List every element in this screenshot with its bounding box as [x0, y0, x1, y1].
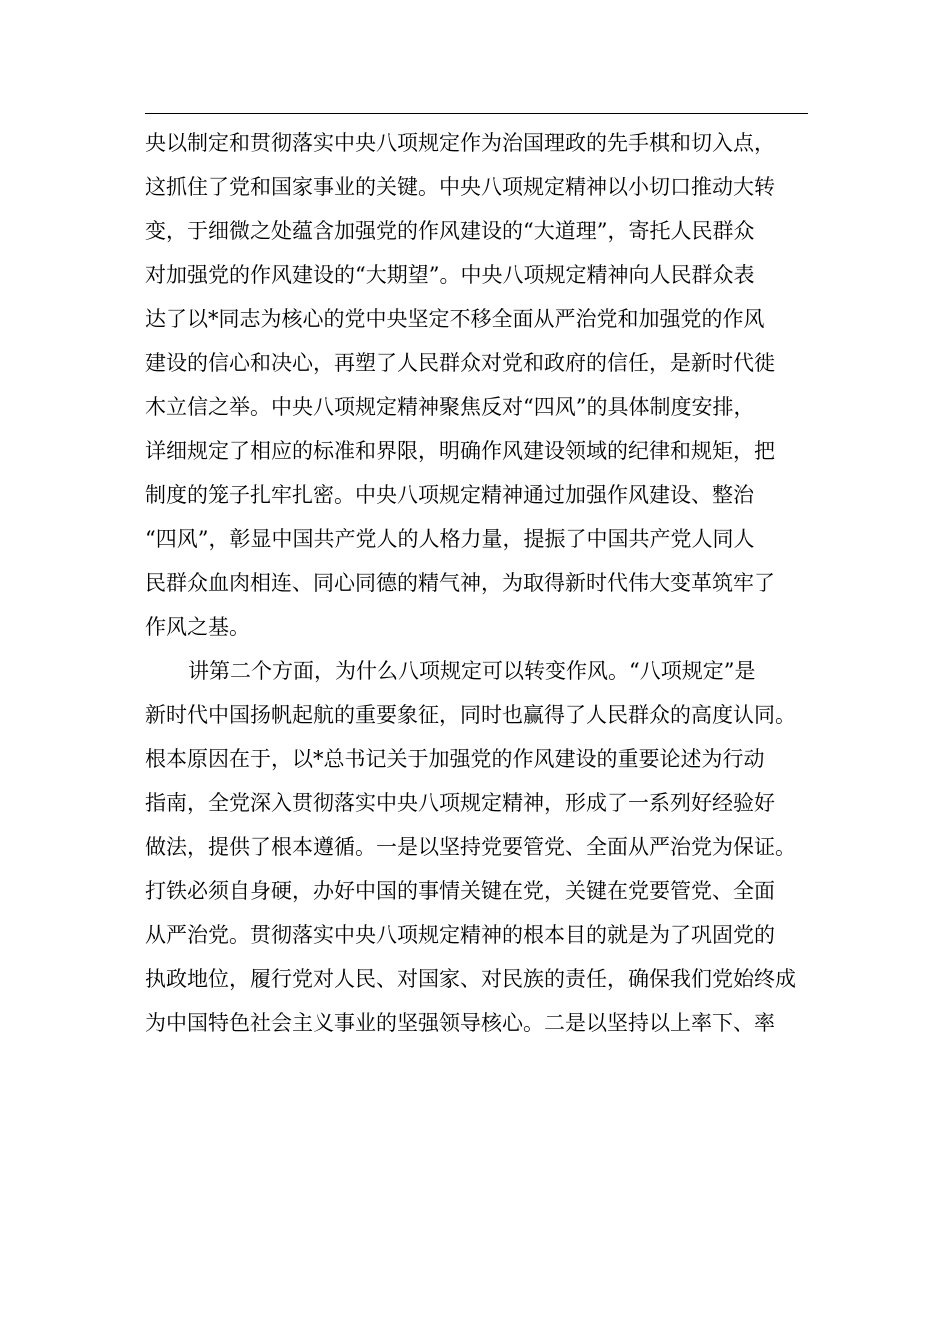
- text-line: 打铁必须自身硬，办好中国的事情关键在党，关键在党要管党、全面: [145, 879, 775, 903]
- text-line: 民群众血肉相连、同心同德的精气神，为取得新时代伟大变革筑牢了: [145, 571, 775, 595]
- text-line: 对加强党的作风建设的“大期望”。中央八项规定精神向人民群众表: [145, 263, 755, 287]
- text-line: 为中国特色社会主义事业的坚强领导核心。二是以坚持以上率下、率: [145, 1011, 775, 1035]
- body-text: [145, 132, 820, 1056]
- text-line: 从严治党。贯彻落实中央八项规定精神的根本目的就是为了巩固党的: [145, 923, 775, 947]
- text-line: 执政地位，履行党对人民、对国家、对民族的责任，确保我们党始终成: [145, 967, 796, 991]
- text-line: 央以制定和贯彻落实中央八项规定作为治国理政的先手棋和切入点，: [145, 131, 775, 155]
- text-line: 作风之基。: [145, 615, 250, 639]
- text-line: 变，于细微之处蕴含加强党的作风建设的“大道理”，寄托人民群众: [145, 219, 755, 243]
- header-rule: [145, 113, 808, 114]
- text-line: 木立信之举。中央八项规定精神聚焦反对“四风”的具体制度安排，: [145, 395, 755, 419]
- paragraph-1: [145, 132, 820, 660]
- text-line: 指南，全党深入贯彻落实中央八项规定精神，形成了一系列好经验好: [145, 791, 775, 815]
- text-line: 制度的笼子扎牢扎密。中央八项规定精神通过加强作风建设、整治: [145, 483, 754, 507]
- text-line: 详细规定了相应的标准和界限，明确作风建设领域的纪律和规矩，把: [145, 439, 775, 463]
- text-line: 新时代中国扬帆起航的重要象征，同时也赢得了人民群众的高度认同。: [145, 703, 796, 727]
- text-line: 这抓住了党和国家事业的关键。中央八项规定精神以小切口推动大转: [145, 175, 775, 199]
- text-line: 达了以*同志为核心的党中央坚定不移全面从严治党和加强党的作风: [145, 307, 765, 331]
- text-line: 讲第二个方面，为什么八项规定可以转变作风。“八项规定”是: [188, 659, 756, 683]
- text-line: 根本原因在于，以*总书记关于加强党的作风建设的重要论述为行动: [145, 747, 765, 771]
- paragraph-2: [145, 660, 820, 1056]
- text-line: “四风”，彰显中国共产党人的人格力量，提振了中国共产党人同人: [145, 527, 755, 551]
- text-line: 做法，提供了根本遵循。一是以坚持党要管党、全面从严治党为保证。: [145, 835, 796, 859]
- text-line: 建设的信心和决心，再塑了人民群众对党和政府的信任，是新时代徙: [145, 351, 775, 375]
